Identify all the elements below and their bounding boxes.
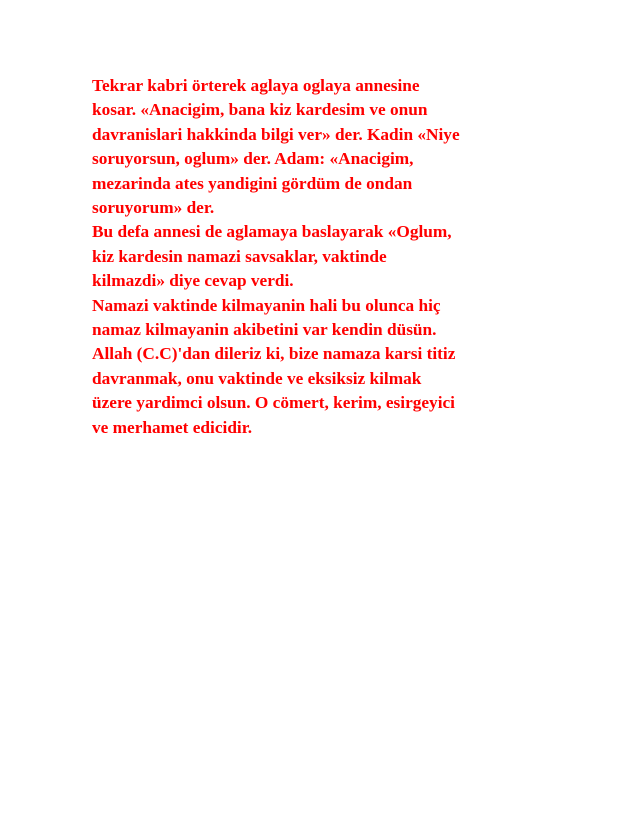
text-line: kilmazdi» diye cevap verdi. <box>92 271 294 291</box>
text-line: davranmak, onu vaktinde ve eksiksiz kilmak <box>92 368 422 388</box>
text-line: üzere yardimci olsun. O cömert, kerim, esirgeyici <box>92 393 455 413</box>
body-text <box>92 74 552 440</box>
text-line: davranislari hakkinda bilgi ver» der. Kadin «Niye <box>92 124 460 144</box>
text-line: Namazi vaktinde kilmayanin hali bu olunca hiç <box>92 295 441 315</box>
text-line: namaz kilmayanin akibetini var kendin düsün. <box>92 320 437 340</box>
text-line: Allah (C.C)'dan dileriz ki, bize namaza karsi titiz <box>92 344 456 364</box>
text-line: ve merhamet edicidir. <box>92 417 253 437</box>
text-line: Tekrar kabri örterek aglaya oglaya annesine <box>92 76 420 95</box>
text-line: soruyorum» der. <box>92 198 215 218</box>
text-line: mezarinda ates yandigini gördüm de ondan <box>92 173 413 193</box>
text-line: kiz kardesin namazi savsaklar, vaktinde <box>92 246 387 266</box>
text-line: Bu defa annesi de aglamaya baslayarak «Oglum, <box>92 222 452 242</box>
text-line: soruyorsun, oglum» der. Adam: «Anacigim, <box>92 149 414 169</box>
text-line: kosar. «Anacigim, bana kiz kardesim ve onun <box>92 100 428 120</box>
